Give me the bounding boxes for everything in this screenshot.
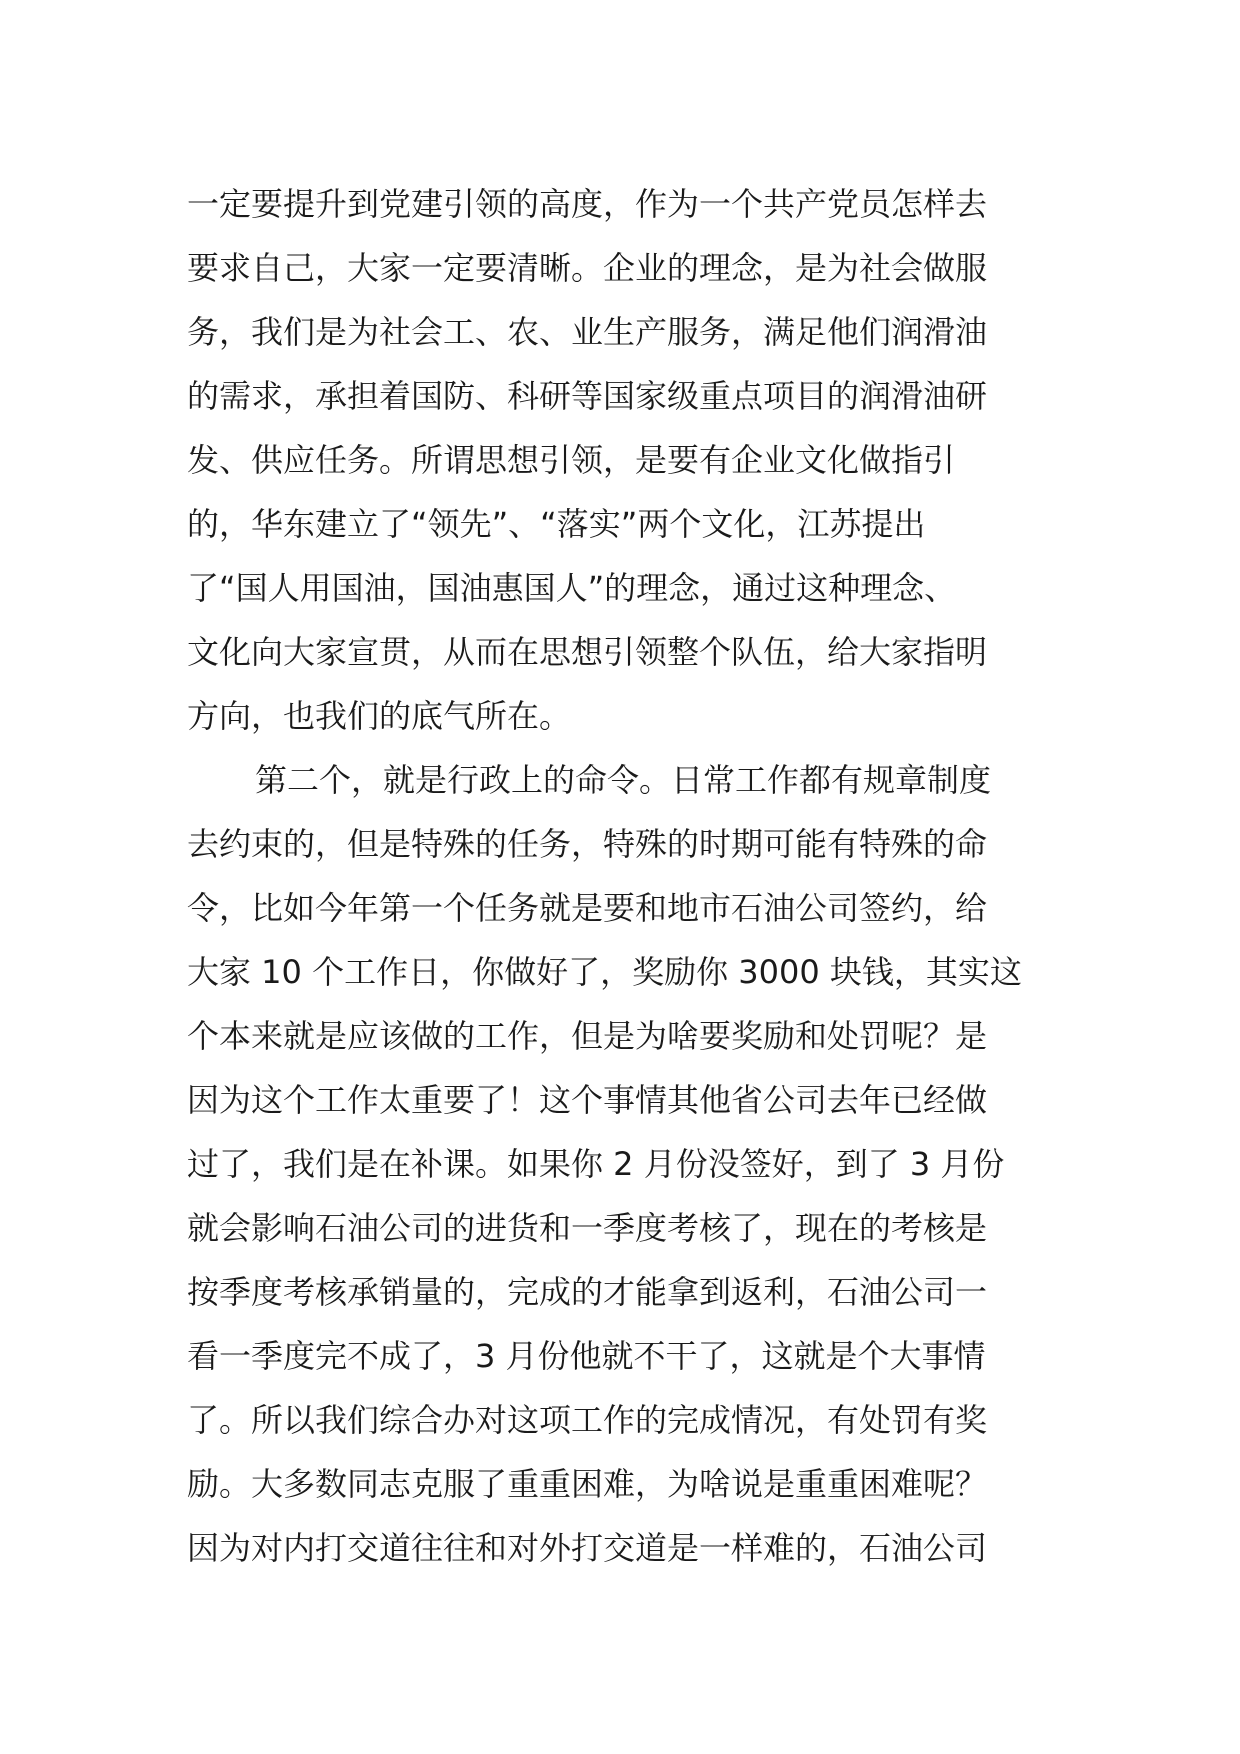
text-line: 因为对内打交道往往和对外打交道是一样难的，石油公司 bbox=[187, 1529, 988, 1567]
text-line: 大家 10 个工作日，你做好了，奖励你 3000 块钱，其实这 bbox=[187, 953, 1022, 991]
text-line: 按季度考核承销量的，完成的才能拿到返利，石油公司一 bbox=[187, 1273, 988, 1311]
text-line: 了“国人用国油，国油惠国人”的理念，通过这种理念、 bbox=[187, 569, 957, 607]
text-line: 励。大多数同志克服了重重困难，为啥说是重重困难呢？ bbox=[187, 1465, 988, 1503]
text-line: 一定要提升到党建引领的高度，作为一个共产党员怎样去 bbox=[187, 185, 988, 223]
text-line: 方向，也我们的底气所在。 bbox=[187, 697, 572, 735]
paragraph-start-line: 第二个，就是行政上的命令。日常工作都有规章制度 bbox=[255, 761, 992, 799]
text-line: 因为这个工作太重要了！这个事情其他省公司去年已经做 bbox=[187, 1081, 988, 1119]
text-line: 了。所以我们综合办对这项工作的完成情况，有处罚有奖 bbox=[187, 1401, 988, 1439]
body-text bbox=[187, 172, 1057, 1580]
text-line: 务，我们是为社会工、农、业生产服务，满足他们润滑油 bbox=[187, 313, 988, 351]
text-line: 看一季度完不成了，3 月份他就不干了，这就是个大事情 bbox=[187, 1337, 986, 1375]
text-line: 文化向大家宣贯，从而在思想引领整个队伍，给大家指明 bbox=[187, 633, 988, 671]
text-line: 要求自己，大家一定要清晰。企业的理念，是为社会做服 bbox=[187, 249, 988, 287]
text-line: 的需求，承担着国防、科研等国家级重点项目的润滑油研 bbox=[187, 377, 988, 415]
text-line: 就会影响石油公司的进货和一季度考核了，现在的考核是 bbox=[187, 1209, 988, 1247]
text-line: 个本来就是应该做的工作，但是为啥要奖励和处罚呢？是 bbox=[187, 1017, 988, 1055]
text-line: 去约束的，但是特殊的任务，特殊的时期可能有特殊的命 bbox=[187, 825, 988, 863]
text-line: 的，华东建立了“领先”、“落实”两个文化，江苏提出 bbox=[187, 505, 926, 543]
text-line: 令，比如今年第一个任务就是要和地市石油公司签约，给 bbox=[187, 889, 988, 927]
text-line: 过了，我们是在补课。如果你 2 月份没签好，到了 3 月份 bbox=[187, 1145, 1005, 1183]
text-line: 发、供应任务。所谓思想引领，是要有企业文化做指引 bbox=[187, 441, 956, 479]
